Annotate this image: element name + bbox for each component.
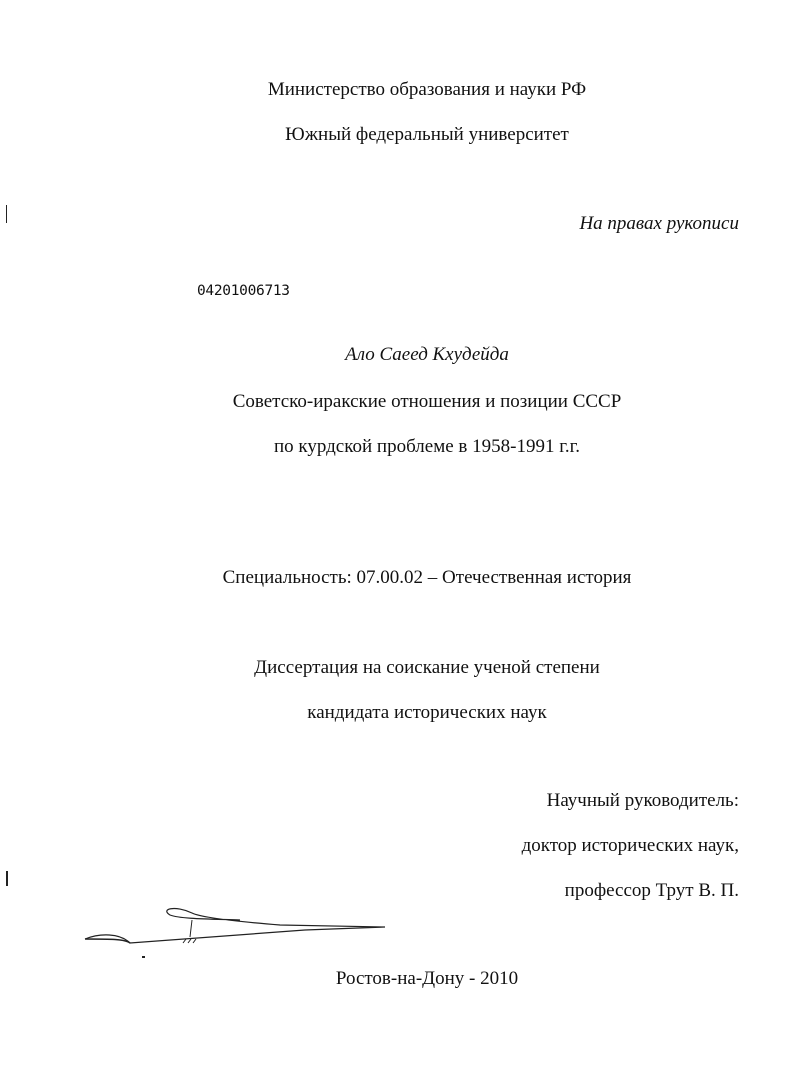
degree-line-2: кандидата исторических наук <box>307 702 547 723</box>
manuscript-note: На правах рукописи <box>579 213 739 234</box>
supervisor-degree: доктор исторических наук, <box>521 835 739 856</box>
scan-mark <box>6 871 8 886</box>
signature <box>80 895 400 975</box>
author-name: Ало Саеед Кхудейда <box>345 344 509 365</box>
supervisor-label: Научный руководитель: <box>546 790 739 811</box>
supervisor-name: профессор Трут В. П. <box>564 880 739 901</box>
title-line-1: Советско-иракские отношения и позиции СССР <box>232 391 622 412</box>
scan-mark <box>6 205 7 223</box>
university-heading: Южный федеральный университет <box>285 124 569 145</box>
ministry-heading: Министерство образования и науки РФ <box>267 79 587 100</box>
specialty: Специальность: 07.00.02 – Отечественная история <box>222 567 632 588</box>
title-line-2: по курдской проблеме в 1958-1991 г.г. <box>274 436 580 457</box>
footer-city-year: Ростов-на-Дону - 2010 <box>335 968 519 989</box>
degree-line-1: Диссертация на соискание ученой степени <box>254 657 600 678</box>
registry-number: 04201006713 <box>197 283 290 299</box>
